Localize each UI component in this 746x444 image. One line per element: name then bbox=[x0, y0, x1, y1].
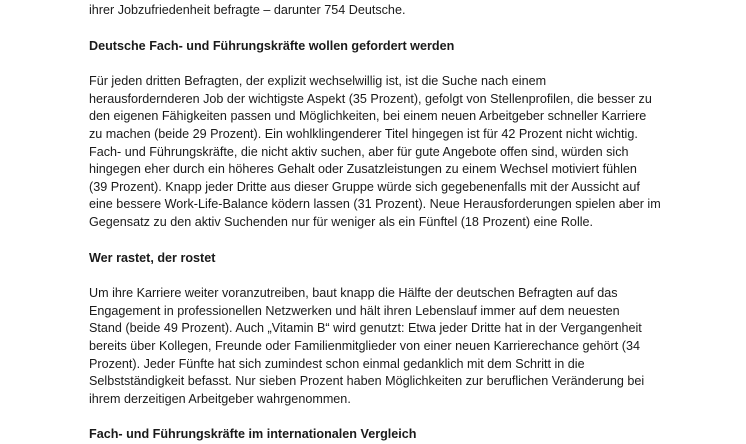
paragraph-line: Um ihre Karriere weiter voranzutreiben, baut knapp die Hälfte der deutschen Befragten auf das bbox=[89, 286, 618, 301]
section-paragraph-gefordert bbox=[89, 73, 661, 231]
section-heading-gefordert: Deutsche Fach- und Führungskräfte wollen gefordert werden bbox=[89, 38, 455, 53]
paragraph-line: Engagement in professionellen Netzwerken und hält ihren Lebenslauf immer auf dem neuesten bbox=[89, 303, 620, 318]
paragraph-line: (39 Prozent). Knapp jeder Dritte aus dieser Gruppe würde sich gegebenenfalls mit der Aussicht auf bbox=[89, 179, 640, 194]
paragraph-line: Fach- und Führungskräfte, die nicht aktiv suchen, aber für gute Angebote offen sind, würden sich bbox=[89, 144, 629, 159]
section-heading-rostet: Wer rastet, der rostet bbox=[89, 250, 216, 265]
paragraph-line: herausfordernderen Job der wichtigste Aspekt (35 Prozent), gefolgt von Stellenprofilen, die besser zu bbox=[89, 91, 652, 106]
paragraph-line: Selbstständigkeit befasst. Nur sieben Prozent haben Möglichkeiten zur beruflichen Veränderung bei bbox=[89, 374, 645, 389]
paragraph-line: Stand (beide 49 Prozent). Auch „Vitamin B“ wird genutzt: Etwa jeder Dritte hat in der Vergangenheit bbox=[89, 321, 642, 336]
paragraph-line: Für jeden dritten Befragten, der explizit wechselwillig ist, ist die Suche nach einem bbox=[89, 74, 547, 89]
section-paragraph-rostet bbox=[89, 285, 661, 408]
paragraph-line: zu machen (beide 29 Prozent). Ein wohlklingenderer Titel hingegen ist für 42 Prozent nicht wichtig. bbox=[89, 126, 638, 141]
paragraph-line: ihrem derzeitigen Arbeitgeber wahrgenommen. bbox=[89, 391, 351, 406]
paragraph-line: hingegen eher durch ein höheres Gehalt oder Zusatzleistungen zu einem Wechsel motiviert fühlen bbox=[89, 162, 637, 177]
paragraph-line: Gegensatz zu den aktiv Suchenden nur für weniger als ein Fünftel (18 Prozent) eine Rolle. bbox=[89, 214, 594, 229]
section-heading-international: Fach- und Führungskräfte im internationalen Vergleich bbox=[89, 427, 417, 442]
paragraph-line: Prozent). Jeder Fünfte hat sich zumindest schon einmal gedanklich mit dem Schritt in die bbox=[89, 356, 585, 371]
intro-paragraph bbox=[89, 2, 661, 20]
paragraph-line: den eigenen Fähigkeiten passen und Möglichkeiten, bei einem neuen Arbeitgeber schneller Karriere bbox=[89, 109, 647, 124]
paragraph-line: bereits über Kollegen, Freunde oder Familienmitglieder von einer neuen Karrierechance gehört (34 bbox=[89, 338, 640, 353]
intro-line: ihrer Jobzufriedenheit befragte – darunter 754 Deutsche. bbox=[89, 3, 406, 17]
paragraph-line: eine bessere Work-Life-Balance ködern lassen (31 Prozent). Neue Herausforderungen spielen aber im bbox=[89, 197, 661, 212]
document-body bbox=[89, 2, 661, 444]
